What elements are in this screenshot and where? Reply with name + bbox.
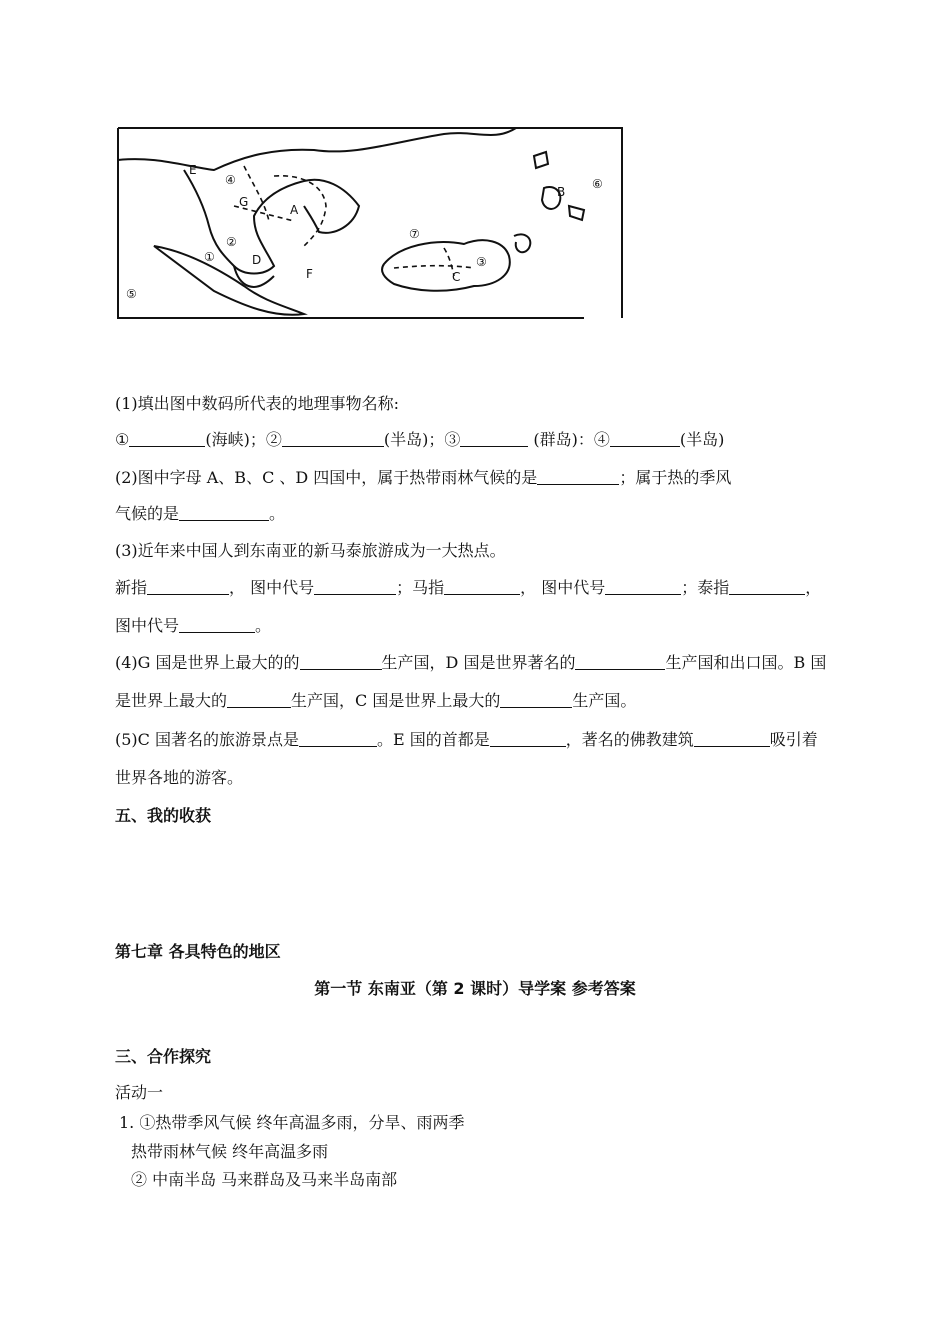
label-A: A (290, 203, 299, 217)
q5-line2: 世界各地的游客。 (115, 768, 244, 787)
blank-strait[interactable] (129, 430, 205, 447)
activity-label: 活动一 (115, 1083, 164, 1102)
lesson-title: 第一节 东南亚（第 2 课时）导学案 参考答案 (314, 979, 636, 998)
label-F: F (306, 267, 313, 281)
southeast-asia-map (114, 126, 634, 324)
label-num2: ② (226, 235, 237, 249)
blank-rainforest[interactable] (537, 468, 619, 485)
q1-stem: (1)填出图中数码所代表的地理事物名称: (115, 394, 400, 413)
answer-3: ② 中南半岛 马来群岛及马来半岛南部 (131, 1170, 398, 1189)
border-2 (274, 176, 326, 246)
label-C2: C (452, 270, 461, 284)
blank-monsoon[interactable] (179, 504, 269, 521)
blank-g-product[interactable] (300, 653, 382, 670)
chapter-heading: 第七章 各具特色的地区 (115, 942, 281, 961)
philippines-islands (569, 206, 584, 220)
blank-e-capital[interactable] (490, 730, 566, 747)
blank-xin-code[interactable] (314, 578, 396, 595)
label-G: G (239, 195, 249, 209)
label-num6: ⑥ (592, 177, 603, 191)
blank-c-attraction[interactable] (299, 730, 377, 747)
q3-line2: 图中代号 。 (115, 616, 272, 635)
blank-ma[interactable] (444, 578, 520, 595)
blank-xin[interactable] (147, 578, 229, 595)
label-num5: ⑤ (126, 287, 137, 301)
label-B: B (557, 185, 566, 199)
label-D: D (252, 253, 262, 267)
section-3-heading: 三、合作探究 (115, 1047, 212, 1066)
label-num1: ① (204, 250, 215, 264)
q1-blanks: ① (海峡)；② (半岛)；③ (群岛)：④ (半岛) (115, 430, 725, 449)
blank-d-product[interactable] (575, 653, 665, 670)
section-5-heading: 五、我的收获 (115, 806, 212, 825)
philippines-luzon (534, 152, 548, 168)
blank-tai[interactable] (729, 578, 805, 595)
sumatra (154, 246, 304, 315)
borneo (382, 240, 510, 291)
q4-line2: 是世界上最大的 生产国，C 国是世界上最大的 生产国。 (115, 691, 637, 710)
answer-2: 热带雨林气候 终年高温多雨 (131, 1142, 329, 1161)
answer-1: 1. ①热带季风气候 终年高温多雨，分旱、雨两季 (119, 1113, 465, 1132)
blank-tai-code[interactable] (179, 616, 255, 633)
q3-stem: (3)近年来中国人到东南亚的新马泰旅游成为一大热点。 (115, 541, 506, 560)
label-num4: ④ (225, 173, 236, 187)
q3-line1: 新指 ， 图中代号 ；马指 ， 图中代号 ；泰指 ， (115, 578, 822, 597)
blank-peninsula-4[interactable] (610, 430, 680, 447)
q2-line2: 气候的是 。 (115, 504, 286, 523)
q5-line1: (5)C 国著名的旅游景点是 。E 国的首都是 ，著名的佛教建筑 吸引着 (115, 730, 818, 749)
label-num7: ⑦ (409, 227, 420, 241)
blank-peninsula-2[interactable] (282, 430, 384, 447)
blank-temple[interactable] (694, 730, 770, 747)
label-num3: ③ (476, 255, 487, 269)
blank-c-product[interactable] (500, 691, 572, 708)
q4-line1: (4)G 国是世界上最大的的 生产国，D 国是世界著名的 生产国和出口国。B 国 (115, 653, 827, 672)
q2-line1: (2)图中字母 A、B、C 、D 四国中，属于热带雨林气候的是 ；属于热的季风 (115, 468, 732, 487)
china-coast (118, 128, 516, 170)
blank-islands[interactable] (460, 430, 528, 447)
blank-ma-code[interactable] (605, 578, 681, 595)
label-E: E (189, 163, 197, 177)
blank-b-product[interactable] (227, 691, 291, 708)
border-4 (394, 266, 474, 268)
sulawesi (514, 234, 530, 252)
